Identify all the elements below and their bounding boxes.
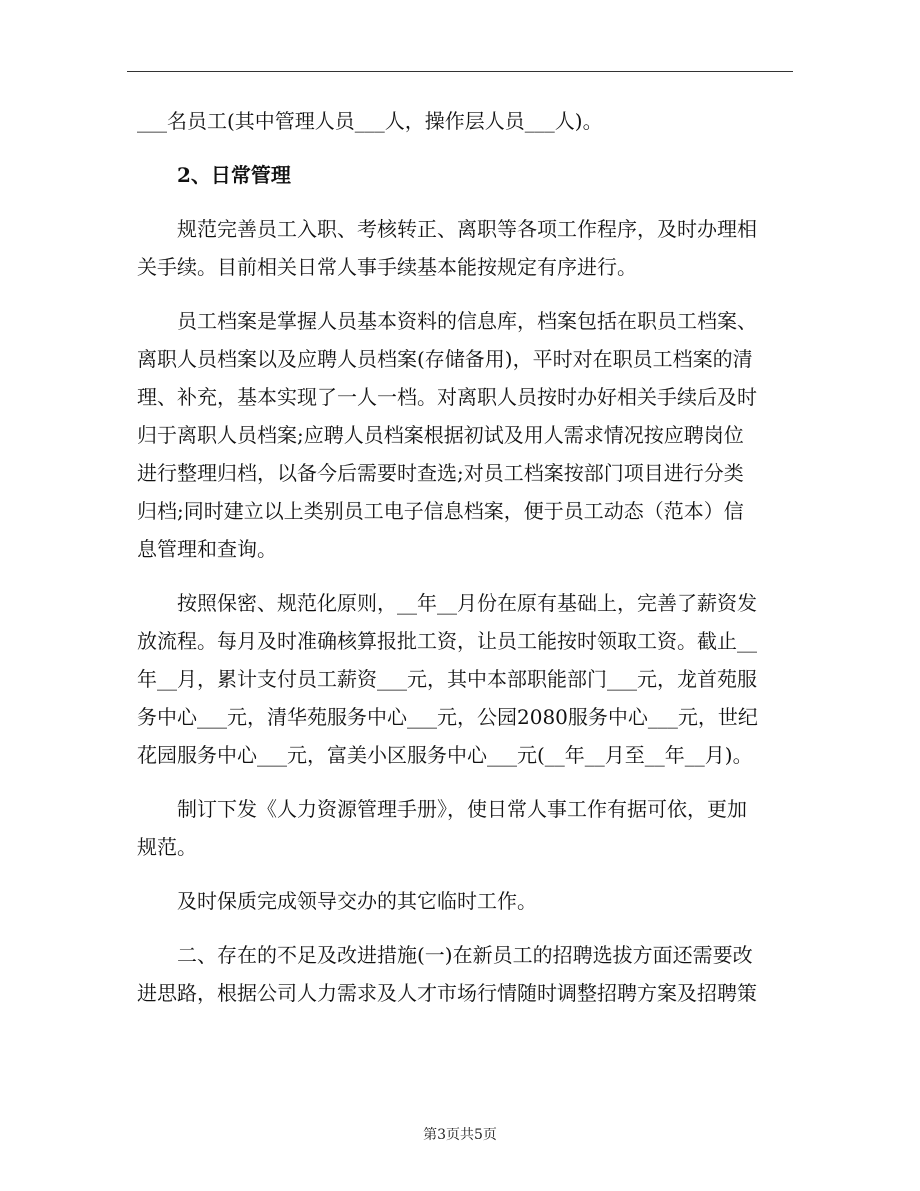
heading-daily-management: 2、日常管理 [177,163,291,187]
page-number-footer: 第3页共5页 [423,1127,497,1143]
paragraph-procedures [137,210,793,286]
paragraph-staff-count [137,102,793,140]
text-line: 年__月，累计支付员工薪资___元，其中本部职能部门___元，龙首苑服 [137,667,757,691]
paragraph-salary [137,584,793,774]
text-line: 归档;同时建立以上类别员工电子信息档案，便于员工动态（范本）信 [137,499,744,523]
paragraph-manual [137,790,793,866]
text-line: 进行整理归档，以备今后需要时查选;对员工档案按部门项目进行分类 [137,461,744,485]
text-line: 制订下发《人力资源管理手册》，使日常人事工作有据可依，更加 [177,797,747,821]
text-line: 规范完善员工入职、考核转正、离职等各项工作程序，及时办理相 [177,217,757,241]
text-line: 放流程。每月及时准确核算报批工资，让员工能按时领取工资。截止__ [137,629,757,653]
text-line: 理、补充，基本实现了一人一档。对离职人员按时办好相关手续后及时 [137,385,757,409]
text-line: 归于离职人员档案;应聘人员档案根据初试及用人需求情况按应聘岗位 [137,423,744,447]
text-line: 花园服务中心___元，富美小区服务中心___元(__年__月至__年__月)。 [137,743,753,767]
paragraph-improvements [137,936,793,1012]
header-rule [127,71,793,72]
text-line: 息管理和查询。 [137,537,277,561]
text-line: 及时保质完成领导交办的其它临时工作。 [177,889,537,913]
paragraph-archives [137,302,793,568]
text-line: 按照保密、规范化原则，__年__月份在原有基础上，完善了薪资发 [177,591,757,615]
text-line: ___名员工(其中管理人员___人，操作层人员___人)。 [137,109,603,133]
text-line: 员工档案是掌握人员基本资料的信息库，档案包括在职员工档案、 [177,309,757,333]
section-heading [137,156,793,194]
text-line: 规范。 [137,835,197,859]
text-line: 离职人员档案以及应聘人员档案(存储备用)，平时对在职员工档案的清 [137,347,753,371]
paragraph-temporary-tasks [137,882,793,920]
text-line: 关手续。目前相关日常人事手续基本能按规定有序进行。 [137,255,637,279]
document-body [137,102,793,1012]
text-line: 二、存在的不足及改进措施(一)在新员工的招聘选拔方面还需要改 [177,943,753,967]
text-line: 进思路，根据公司人力需求及人才市场行情随时调整招聘方案及招聘策 [137,981,757,1005]
text-line: 务中心___元，清华苑服务中心___元，公园2080服务中心___元，世纪 [137,705,758,729]
